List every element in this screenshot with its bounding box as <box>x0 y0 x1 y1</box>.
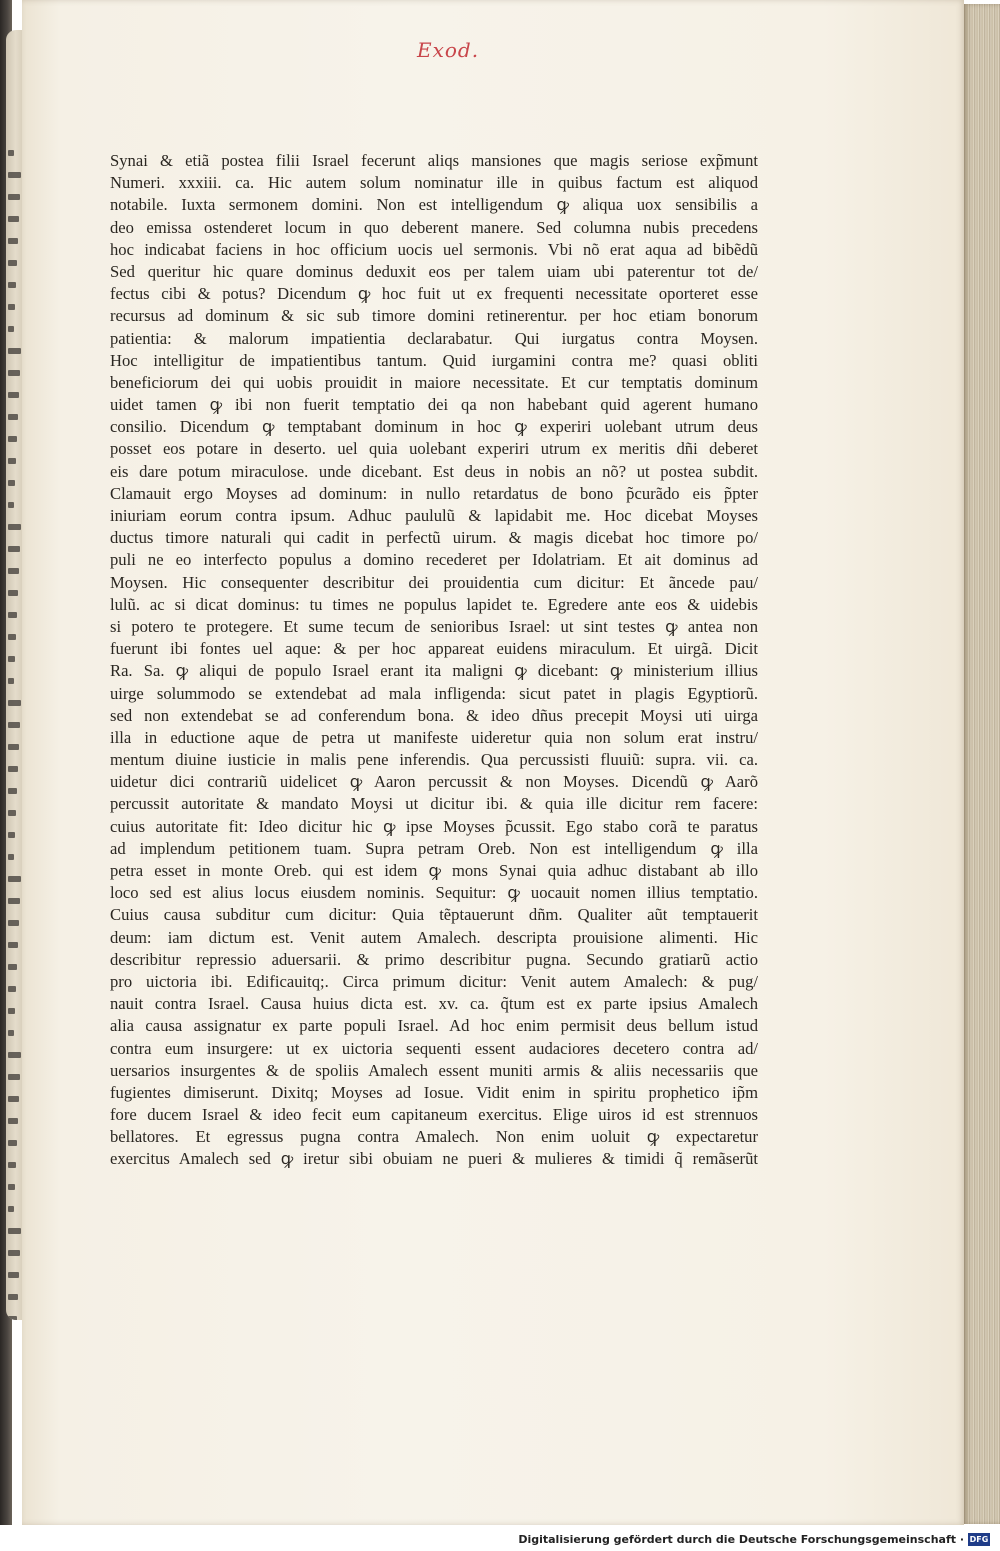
text-line: patientia: & malorum impatientia declarabatur. Qui iurgatus contra Moysen. <box>110 328 758 348</box>
facing-text-fragment <box>8 634 16 640</box>
text-line: cuius autoritate fit: Ideo dicitur hic ꝙ ipse Moyses p̃cussit. Ego stabo corã te paratus <box>110 816 758 836</box>
facing-text-fragment <box>8 172 21 178</box>
facing-text-fragment <box>8 788 17 794</box>
text-line: lulũ. ac si dicat dominus: tu times ne populus lapidet te. Egredere ante eos & uidebis <box>110 594 758 614</box>
text-line: deum: iam dictum est. Venit autem Amalech. descripta prouisione alimenti. Hic <box>110 927 758 947</box>
facing-text-fragment <box>8 1008 15 1014</box>
text-line: petra esset in monte Oreb. qui est idem ꝙ mons Synai quia adhuc distabant ab illo <box>110 861 758 880</box>
facing-text-fragment <box>8 656 15 662</box>
text-line: Numeri. xxxiii. ca. Hic autem solum nominatur ille in quibus factum est aliquod <box>110 173 758 193</box>
facing-text-fragment <box>8 898 20 904</box>
text-line: Cuius causa subditur cum dicitur: Quia tẽptauerunt dñm. Qualiter aũt temptauerit <box>110 905 758 925</box>
text-line: ductus timore naturali qui cadit in perfectũ uirum. & magis dicebat hoc timore po/ <box>110 528 758 548</box>
text-line: ad implendum petitionem tuam. Supra petram Oreb. Non est intelligendum ꝙ illa <box>110 838 758 858</box>
facing-text-fragment <box>8 854 14 860</box>
facing-text-fragment <box>8 744 19 750</box>
text-line: eis dare potum miraculose. unde dicebant. Est deus in nobis an nõ? ut postea subdit. <box>110 461 758 481</box>
text-line: nauit contra Israel. Causa huius dicta est. xv. ca. q̃tum est ex parte ipsius Amalech <box>110 994 758 1014</box>
facing-text-fragment <box>8 216 19 222</box>
text-line: pro uictoria ibi. Edificauitq;. Circa primum dicitur: Venit autem Amalech: & pug/ <box>110 971 758 991</box>
text-line: si potero te protegere. Et sume tecum de senioribus Israel: ut sint testes ꝙ antea non <box>110 616 758 636</box>
facing-page-edge <box>6 30 22 1320</box>
book-page <box>22 0 964 1525</box>
text-line: contra eum insurgere: ut ex uictoria sequenti essent audaciores decetero contra ad/ <box>110 1038 758 1058</box>
page-edges <box>964 4 1000 1524</box>
facing-text-fragment <box>8 876 21 882</box>
facing-text-fragment <box>8 1074 20 1080</box>
text-line: consilio. Dicendum ꝙ temptabant dominum in hoc ꝙ experiri uolebant utrum deus <box>110 417 758 437</box>
facing-text-fragment <box>8 1272 19 1278</box>
facing-text-fragment <box>8 942 18 948</box>
text-line: hoc indicabat faciens in hoc officium uocis uel sermonis. Vbi nõ erat aqua ad bibẽdũ <box>110 239 758 259</box>
text-line: fore ducem Israel & ideo fecit eum capitaneum exercitus. Elige uiros id est strennuos <box>110 1105 758 1125</box>
facing-text-fragment <box>8 678 14 684</box>
text-line: posset eos potare in deserto. uel quia uolebant experiri utrum ex meritis dñi deberet <box>110 439 758 459</box>
facing-text-fragment <box>8 392 19 398</box>
text-line: fugientes dimiserunt. Dixitq; Moyses ad Iosue. Vidit enim in spiritu prophetico ip̃m <box>110 1082 758 1102</box>
text-line: Synai & etiã postea filii Israel fecerunt aliqs mansiones que magis seriose exp̃munt <box>110 151 758 170</box>
footer-credit <box>518 1533 990 1546</box>
text-line: alia causa assignatur ex parte populi Israel. Ad hoc enim permisit deus bellum istud <box>110 1016 758 1036</box>
facing-text-fragment <box>8 1316 17 1320</box>
facing-text-fragment <box>8 326 14 332</box>
facing-text-fragment <box>8 150 14 156</box>
facing-text-fragment <box>8 1096 19 1102</box>
text-line: uirge solummodo se extendebat ad mala infligenda: sicut patet in plagis Egyptiorũ. <box>110 683 758 703</box>
facing-text-fragment <box>8 920 19 926</box>
running-header: Exod. <box>417 38 480 62</box>
facing-text-fragment <box>8 1118 18 1124</box>
credit-text: Digitalisierung gefördert durch die Deutsche Forschungsgemeinschaft · <box>518 1533 964 1546</box>
facing-text-fragment <box>8 370 20 376</box>
facing-text-fragment <box>8 1140 17 1146</box>
facing-text-fragment <box>8 1206 14 1212</box>
text-line: sed non extendebat se ad conferendum bona. & ideo dñus precepit Moysi uti uirga <box>110 705 758 725</box>
text-line: describitur repressio aduersarii. & primo describitur pugna. Secundo gratiarũ actio <box>110 949 758 969</box>
text-line: Ra. Sa. ꝙ aliqui de populo Israel erant ita maligni ꝙ dicebant: ꝙ ministerium illius <box>110 661 758 681</box>
facing-text-fragment <box>8 766 18 772</box>
facing-text-fragment <box>8 1030 14 1036</box>
text-line: puli ne eo interfecto populus a domino recederet per Idolatriam. Et ait dominus ad <box>110 550 758 570</box>
facing-text-fragment <box>8 1228 21 1234</box>
facing-text-fragment <box>8 524 21 530</box>
text-line: Moysen. Hic consequenter describitur dei prouidentia cum dicitur: Et ãncede pau/ <box>110 572 758 592</box>
text-line: deo emissa ostenderet locum in quo deberent manere. Sed columna nubis precedens <box>110 217 758 237</box>
text-line: iniuriam eorum contra ipsum. Adhuc paululũ & lapidabit me. Hoc dicebat Moyses <box>110 506 758 525</box>
facing-text-fragment <box>8 260 17 266</box>
facing-text-fragment <box>8 238 18 244</box>
facing-text-fragment <box>8 304 15 310</box>
facing-text-fragment <box>8 568 19 574</box>
text-line: fectus cibi & potus? Dicendum ꝙ hoc fuit ut ex frequenti necessitate oporteret esse <box>110 284 758 304</box>
text-line: percussit autoritate & mandato Moysi ut dicitur ibi. & quia ille dicitur rem facere: <box>110 794 758 814</box>
facing-text-fragment <box>8 480 15 486</box>
dfg-logo: DFG <box>969 1535 989 1544</box>
facing-text-fragment <box>8 964 17 970</box>
text-line: recursus ad dominum & sic sub timore domini retinerentur. per hoc etiam bonorum <box>110 306 758 326</box>
facing-text-fragment <box>8 1250 20 1256</box>
text-line: exercitus Amalech sed ꝙ iretur sibi obuiam ne pueri & mulieres & timidi q̃ remãserũt <box>110 1149 758 1169</box>
facing-text-fragment <box>8 810 16 816</box>
text-line: Clamauit ergo Moyses ad dominum: in nullo retardatus de bono p̃curãdo eis p̃pter <box>110 483 758 503</box>
facing-text-fragment <box>8 414 18 420</box>
facing-text-fragment <box>8 194 20 200</box>
facing-text-fragment <box>8 1294 18 1300</box>
text-line: fuerunt ibi fontes uel aque: & per hoc appareat euidens miraculum. Et uirgã. Dicit <box>110 639 758 659</box>
facing-text-fragment <box>8 502 14 508</box>
text-line: loco sed est alius locus eiusdem nominis. Sequitur: ꝙ uocauit nomen illius temptatio. <box>110 883 758 903</box>
facing-text-fragment <box>8 722 20 728</box>
text-line: notabile. Iuxta sermonem domini. Non est intelligendum ꝙ aliqua uox sensibilis a <box>110 195 758 215</box>
facing-text-fragment <box>8 590 18 596</box>
facing-text-fragment <box>8 832 15 838</box>
facing-text-fragment <box>8 458 16 464</box>
facing-text-fragment <box>8 612 17 618</box>
facing-text-fragment <box>8 700 21 706</box>
text-line: beneficiorum dei qui uobis prouidit in maiore necessitate. Et cur temptatis dominum <box>110 372 758 392</box>
text-line: Sed queritur hic quare dominus deduxit eos per talem uiam ubi paterentur tot de/ <box>110 261 758 281</box>
text-column <box>110 150 758 1171</box>
facing-text-fragment <box>8 1052 21 1058</box>
text-line: illa in eductione aque de petra ut manifeste uideretur quia non solum erat instru/ <box>110 727 758 747</box>
text-line: uidetur dici contrariũ uidelicet ꝙ Aaron percussit & non Moyses. Dicendũ ꝙ Aarõ <box>110 772 758 792</box>
facing-text-fragment <box>8 1184 15 1190</box>
text-line: bellatores. Et egressus pugna contra Amalech. Non enim uoluit ꝙ expectaretur <box>110 1127 758 1147</box>
text-line: uersarios insurgentes & de spoliis Amalech essent muniti armis & aliis necessariis que <box>110 1060 758 1080</box>
facing-text-fragment <box>8 546 20 552</box>
facing-text-fragment <box>8 986 16 992</box>
text-line: Hoc intelligitur de impatientibus tantum. Quid iurgamini contra me? quasi obliti <box>110 350 758 370</box>
facing-text-fragment <box>8 1162 16 1168</box>
facing-text-fragment <box>8 282 16 288</box>
text-line: uidet tamen ꝙ ibi non fuerit temptatio dei qa non habebant quid agerent humano <box>110 395 758 415</box>
facing-text-fragment <box>8 436 17 442</box>
text-line: mentum diuine iusticie in malis pene inferendis. Qua percussisti fluuiũ: supra. vii. ca. <box>110 750 758 770</box>
facing-text-fragment <box>8 348 21 354</box>
